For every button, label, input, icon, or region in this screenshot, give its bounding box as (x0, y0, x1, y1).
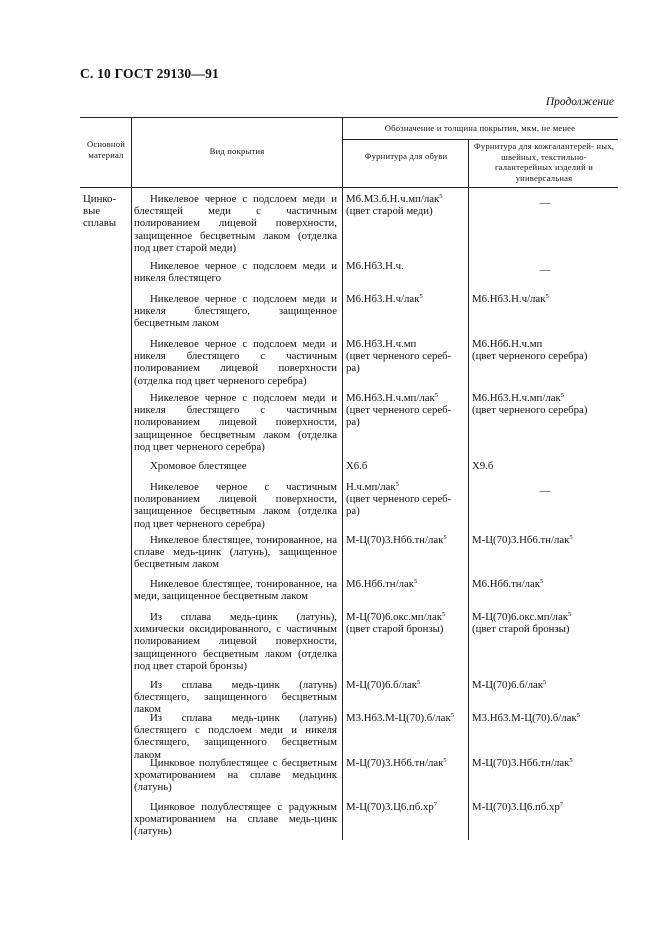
haberdashery-code: — (539, 264, 551, 276)
haberdashery-note: (цвет черненого серебра) (472, 350, 588, 363)
footnote-ref: 5 (450, 712, 454, 719)
footnote-ref: 5 (443, 757, 447, 764)
footnote-ref: 5 (417, 679, 421, 686)
column-divider-3 (468, 139, 469, 840)
haberdashery-note: (цвет черненого серебра) (472, 404, 588, 417)
haberdashery-note: (цвет старой бронзы) (472, 623, 570, 636)
footwear-designation (346, 679, 466, 691)
coating-description: Цинковое полублестящее с радужным хроматированием на сплаве медь-цинк (латунь) (134, 801, 337, 838)
column-divider-2 (342, 117, 343, 840)
coating-description: Из сплава медь-цинк (латунь) блестящего, защищенного бесцветным лаком (134, 679, 337, 716)
haberdashery-designation (472, 679, 618, 691)
footwear-code: М3.Нб3.М-Ц(70).б/лак (346, 712, 451, 724)
footwear-designation (346, 578, 466, 590)
footnote-ref: 5 (419, 293, 423, 300)
footnote-ref: 5 (560, 392, 564, 399)
footwear-code: М6.М3.б.Н.ч.мп/лак (346, 193, 440, 205)
haberdashery-code: М-Ц(70)3.Нб6.тн/лак (472, 534, 570, 546)
footwear-code: М-Ц(70)6.окс.мп/лак (346, 611, 442, 623)
footnote-ref: 5 (576, 712, 580, 719)
header-footwear: Фурнитура для обуви (364, 151, 448, 161)
footwear-code: Н.ч.мп/лак (346, 481, 396, 493)
haberdashery-code: — (539, 485, 551, 497)
header-designation: Обозначение и толщина покрытия, мкм, не менее (384, 123, 576, 133)
coating-description: Никелевое черное с подслоем меди и никеля блестящего с частичным полированием лицевой поверхности (отделка под цвет черненого серебра) (134, 338, 337, 387)
haberdashery-code: М-Ц(70)6.окс.мп/лак (472, 611, 568, 623)
footwear-code: М-Ц(70)6.б/лак (346, 679, 417, 691)
footwear-designation (346, 757, 466, 769)
footwear-code: М6.Нб3.Н.ч. (346, 260, 404, 272)
table-top-rule (80, 117, 618, 118)
footwear-designation (346, 611, 466, 635)
footnote-ref: 5 (569, 757, 573, 764)
footnote-ref: 5 (569, 534, 573, 541)
haberdashery-designation (472, 611, 618, 635)
footwear-code: М6.Нб3.Н.ч/лак (346, 293, 420, 305)
material-label: Цинко- вые сплавы (83, 193, 117, 230)
haberdashery-designation (472, 757, 618, 769)
header-haberdashery: Фурнитура для кожгалантерей- ных, швейных, текстильно- галантерейных изделий и универсальная (473, 141, 615, 183)
haberdashery-code: М6.Нб6.Н.ч.мп (472, 338, 543, 350)
footwear-designation (346, 801, 466, 813)
footwear-note: (цвет старой бронзы) (346, 623, 444, 636)
coating-description: Из сплава медь-цинк (латунь) блестящего с подслоем меди и никеля блестящего, защищенного бесцветным лаком (134, 712, 337, 761)
footnote-ref: 5 (414, 578, 418, 585)
coating-description: Хромовое блестящее (150, 460, 247, 472)
header-coating-type: Вид покрытия (209, 146, 265, 156)
footwear-designation (346, 392, 466, 429)
footnote-ref: 5 (395, 481, 399, 488)
header-bottom-rule (80, 187, 618, 188)
footnote-ref: 5 (540, 578, 544, 585)
coating-description: Никелевое блестящее, тонированное, на меди, защищенное бесцветным лаком (134, 578, 337, 603)
footnote-ref: 7 (433, 801, 437, 808)
footwear-code: М6.Нб6.тн/лак (346, 578, 415, 590)
haberdashery-code: М-Ц(70)3.Ц6.пб.хр (472, 801, 560, 813)
designation-rule (342, 139, 618, 140)
coating-description: Никелевое черное с подслоем меди и никеля блестящего с частичным полированием лицевой поверхности, защищенное бесцветным лаком (отделка под цвет черненого серебра) (134, 392, 337, 453)
haberdashery-designation (472, 197, 618, 209)
haberdashery-code: М6.Нб6.тн/лак (472, 578, 541, 590)
footwear-designation (346, 712, 466, 724)
footwear-designation (346, 534, 466, 546)
haberdashery-designation (472, 801, 618, 813)
haberdashery-designation (472, 534, 618, 546)
haberdashery-code: — (539, 197, 551, 209)
coating-description: Никелевое черное с подслоем меди и никеля блестящего, защищенное бесцветным лаком (134, 293, 337, 330)
footwear-designation (346, 481, 466, 518)
footwear-code: М6.Нб3.Н.ч.мп (346, 338, 417, 350)
footwear-note: (цвет черненого сереб- ра) (346, 404, 452, 429)
footwear-designation (346, 260, 466, 272)
haberdashery-code: М-Ц(70)3.Нб6.тн/лак (472, 757, 570, 769)
footnote-ref: 5 (545, 293, 549, 300)
haberdashery-code: М6.Нб3.Н.ч/лак (472, 293, 546, 305)
coating-description: Из сплава медь-цинк (латунь), химически оксидированного, с частичным полированием лицевой поверхности, защищенного бесцветным лаком (отделка под цвет старой бронзы) (134, 611, 337, 672)
footnote-ref: 5 (439, 193, 443, 200)
footwear-note: (цвет старой меди) (346, 205, 433, 218)
column-divider-1 (131, 117, 132, 840)
header-base-material: Основной материал (86, 139, 126, 160)
haberdashery-designation (472, 392, 618, 416)
footnote-ref: 5 (567, 611, 572, 618)
haberdashery-designation (472, 338, 618, 362)
footnote-ref: 5 (543, 679, 547, 686)
footnote-ref: 5 (434, 392, 438, 399)
coating-description: Цинковое полублестящее с бесцветным хроматированием на сплаве медьцинк (латунь) (134, 757, 337, 794)
footwear-note: (цвет черненого сереб- ра) (346, 493, 452, 518)
footwear-note: (цвет черненого сереб- ра) (346, 350, 452, 375)
footnote-ref: 5 (441, 611, 446, 618)
footwear-code: М-Ц(70)3.Нб6.тн/лак (346, 534, 444, 546)
haberdashery-designation (472, 460, 618, 472)
haberdashery-designation (472, 578, 618, 590)
haberdashery-designation (472, 485, 618, 497)
coating-description: Никелевое блестящее, тонированное, на сплаве медь-цинк (латунь), защищенное бесцветным лаком (134, 534, 337, 571)
footwear-code: Х6.б (346, 460, 368, 472)
coating-description: Никелевое черное с подслоем меди и никеля блестящего (134, 260, 337, 285)
haberdashery-designation (472, 264, 618, 276)
footwear-designation (346, 460, 466, 472)
coating-description: Никелевое черное с частичным полированием лицевой поверхности, защищенное бесцветным лаком (отделка под цвет черненого серебра) (134, 481, 337, 530)
haberdashery-code: М6.Нб3.Н.ч.мп/лак (472, 392, 561, 404)
footwear-designation (346, 338, 466, 375)
footwear-designation (346, 193, 466, 217)
coating-description: Никелевое черное с подслоем меди и блестящей меди с частичным полированием лицевой поверхности, защищенное бесцветным лаком (отделка под цвет старой меди) (134, 193, 337, 254)
haberdashery-code: М-Ц(70)6.б/лак (472, 679, 543, 691)
haberdashery-designation (472, 712, 618, 724)
footwear-designation (346, 293, 466, 305)
footwear-code: М-Ц(70)3.Нб6.тн/лак (346, 757, 444, 769)
footwear-code: М6.Нб3.Н.ч.мп/лак (346, 392, 435, 404)
haberdashery-code: Х9.б (472, 460, 494, 472)
footnote-ref: 5 (443, 534, 447, 541)
footwear-code: М-Ц(70)3.Ц6.пб.хр (346, 801, 434, 813)
page-header: С. 10 ГОСТ 29130—91 (80, 66, 219, 81)
haberdashery-code: М3.Нб3.М-Ц(70).б/лак (472, 712, 577, 724)
footnote-ref: 7 (559, 801, 563, 808)
haberdashery-designation (472, 293, 618, 305)
continuation-label: Продолжение (545, 96, 614, 108)
